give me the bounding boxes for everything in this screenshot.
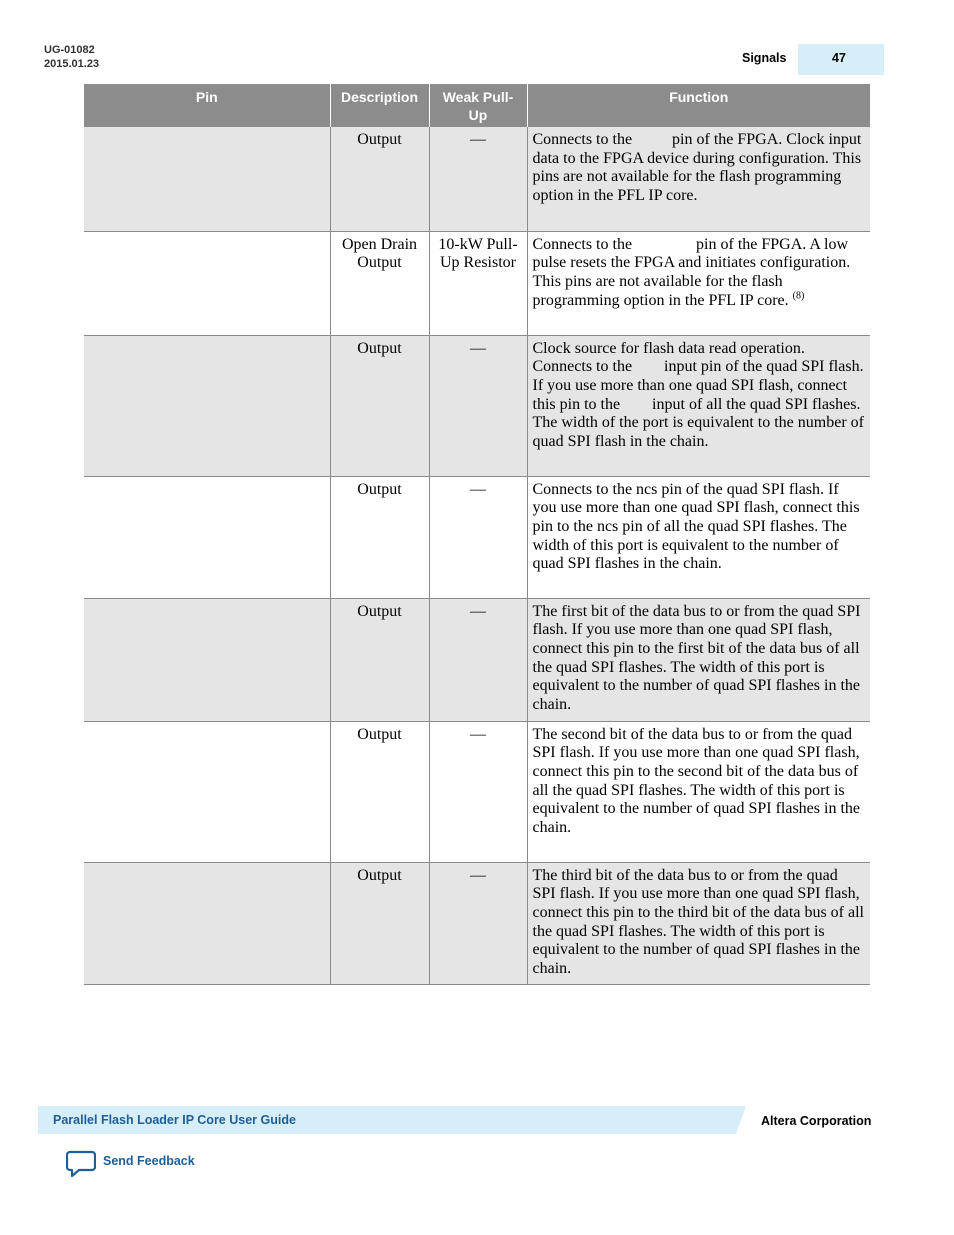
table-row <box>84 721 870 862</box>
table-row <box>84 862 870 984</box>
page-number: 47 <box>832 51 846 65</box>
col-header-description: Description <box>330 84 429 127</box>
footnote-ref: (8) <box>792 290 805 302</box>
description-cell: Open Drain Output <box>330 231 429 335</box>
col-header-pullup: Weak Pull-Up <box>429 84 527 127</box>
pin-cell <box>84 721 330 862</box>
function-cell <box>527 598 870 721</box>
send-feedback-link[interactable]: Send Feedback <box>103 1154 195 1168</box>
function-cell <box>527 231 870 335</box>
pin-cell <box>84 231 330 335</box>
pullup-cell: 10-kW Pull-Up Resistor <box>429 231 527 335</box>
function-cell <box>527 335 870 476</box>
col-header-pin: Pin <box>84 84 330 127</box>
function-text: The second bit of the data bus to or from the quad SPI flash. If you use more than one quad SPI flash, connect this pin to the second bit of the data bus of all the quad SPI flashes. The width of this port is equivalent to the number of quad SPI flashes in the chain. <box>532 725 864 837</box>
function-text: Connects to the ncs pin of the quad SPI flash. If you use more than one quad SPI flash, connect this pin to the ncs pin of all the quad SPI flashes. The width of this port is equivalent to the number of quad SPI flashes in the chain. <box>532 480 864 573</box>
table-header-row <box>84 84 870 127</box>
table-row <box>84 127 870 231</box>
signals-table <box>84 84 870 985</box>
pin-cell <box>84 127 330 231</box>
doc-date: 2015.01.23 <box>44 58 100 70</box>
function-text: Connects to the pin of the FPGA. A low pulse resets the FPGA and initiates configuration. This pins are not available for the flash programming option in the PFL IP core. <box>532 235 854 309</box>
pullup-cell: — <box>429 127 527 231</box>
description-cell: Output <box>330 335 429 476</box>
description-cell: Output <box>330 721 429 862</box>
speech-bubble-icon[interactable] <box>66 1150 96 1178</box>
function-cell <box>527 721 870 862</box>
table-row <box>84 335 870 476</box>
description-cell: Output <box>330 476 429 598</box>
section-title: Signals <box>742 51 787 65</box>
footer-company: Altera Corporation <box>761 1114 872 1128</box>
pullup-cell: — <box>429 598 527 721</box>
pullup-cell: — <box>429 721 527 862</box>
table-row <box>84 598 870 721</box>
function-text: Connects to the pin of the FPGA. Clock input data to the FPGA device during configuration. This pins are not available for the flash programming option in the PFL IP core. <box>532 131 866 205</box>
function-cell <box>527 862 870 984</box>
function-cell <box>527 127 870 231</box>
doc-id-block <box>44 43 99 71</box>
pullup-cell: — <box>429 335 527 476</box>
col-header-function: Function <box>527 84 870 127</box>
description-cell: Output <box>330 127 429 231</box>
description-cell: Output <box>330 598 429 721</box>
function-text: The first bit of the data bus to or from the quad SPI flash. If you use more than one quad SPI flash, connect this pin to the first bit of the data bus of all the quad SPI flashes. The width of this port is equivalent to the number of quad SPI flashes in the chain. <box>532 602 865 714</box>
doc-id: UG-01082 <box>44 44 95 56</box>
function-text: Clock source for flash data read operation. Connects to the input pin of the quad SPI flash. If you use more than one quad SPI flash, connect this pin to the input of all the quad SPI flashes. The width of the port is equivalent to the number of quad SPI flash in the chain. <box>532 339 868 451</box>
table-row <box>84 476 870 598</box>
pin-cell <box>84 862 330 984</box>
pin-cell <box>84 476 330 598</box>
function-text: The third bit of the data bus to or from the quad SPI flash. If you use more than one quad SPI flash, connect this pin to the third bit of the data bus of all the quad SPI flashes. The width of this port is equivalent to the number of quad SPI flashes in the chain. <box>532 866 868 978</box>
pullup-cell: — <box>429 862 527 984</box>
pullup-cell: — <box>429 476 527 598</box>
pin-cell <box>84 335 330 476</box>
table-row <box>84 231 870 335</box>
footer-guide-title: Parallel Flash Loader IP Core User Guide <box>53 1113 296 1127</box>
pin-cell <box>84 598 330 721</box>
function-cell <box>527 476 870 598</box>
description-cell: Output <box>330 862 429 984</box>
